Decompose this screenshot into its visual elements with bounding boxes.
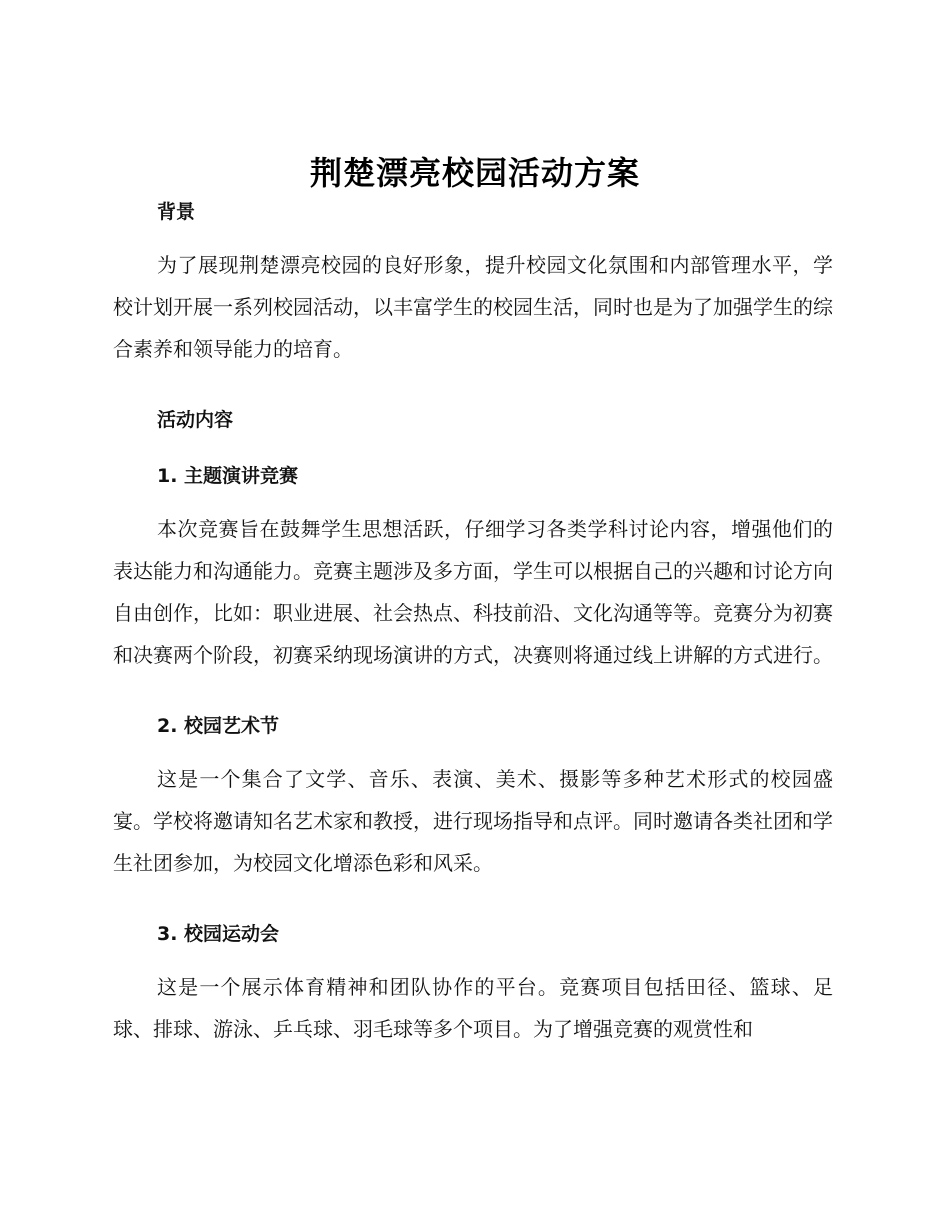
- section-paragraph-speech-contest: 本次竞赛旨在鼓舞学生思想活跃，仔细学习各类学科讨论内容，增强他们的表达能力和沟通能力。竞赛主题涉及多方面，学生可以根据自己的兴趣和讨论方向自由创作，比如：职业进展、社会热点、科技前沿、文化沟通等等。竞赛分为初赛和决赛两个阶段，初赛采纳现场演讲的方式，决赛则将通过线上讲解的方式进行。: [113, 517, 833, 667]
- section-heading-speech-contest: 1. 主题演讲竞赛: [157, 465, 299, 487]
- section-paragraph-sports-meet: 这是一个展示体育精神和团队协作的平台。竞赛项目包括田径、篮球、足球、排球、游泳、乒乓球、羽毛球等多个项目。为了增强竞赛的观赏性和: [113, 975, 833, 1041]
- document-title: 荆楚漂亮校园活动方案: [309, 154, 640, 192]
- section-paragraph-background: 为了展现荆楚漂亮校园的良好形象，提升校园文化氛围和内部管理水平，学校计划开展一系列校园活动，以丰富学生的校园生活，同时也是为了加强学生的综合素养和领导能力的培育。: [113, 253, 833, 361]
- document-body: [113, 200, 833, 1050]
- section-heading-sports-meet: 3. 校园运动会: [157, 923, 280, 945]
- section-heading-art-festival: 2. 校园艺术节: [157, 715, 280, 737]
- section-heading-activities: 活动内容: [157, 409, 234, 431]
- section-paragraph-art-festival: 这是一个集合了文学、音乐、表演、美术、摄影等多种艺术形式的校园盛宴。学校将邀请知名艺术家和教授，进行现场指导和点评。同时邀请各类社团和学生社团参加，为校园文化增添色彩和风采。: [113, 767, 833, 875]
- section-heading-background: 背景: [157, 201, 196, 223]
